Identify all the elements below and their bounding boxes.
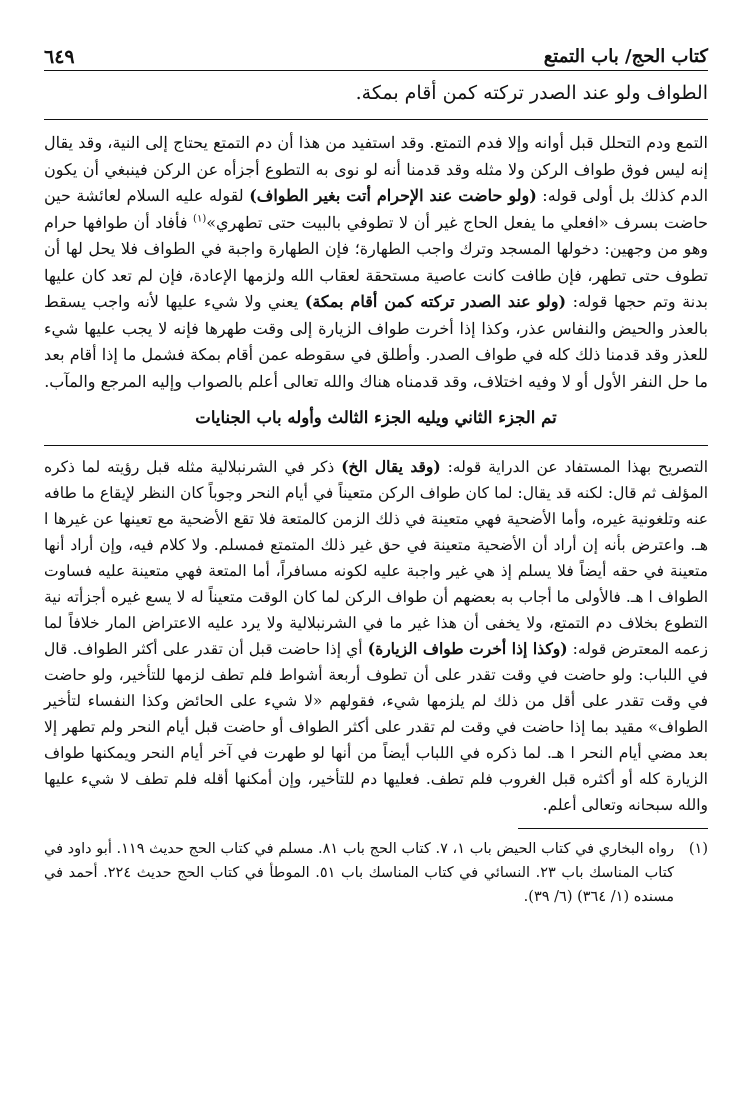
commentary-block: [44, 120, 708, 403]
marginal-note-block: [44, 446, 708, 828]
footnote-number: (١): [688, 841, 708, 857]
note-text: التصريح بهذا المستفاد عن الدراية قوله:: [447, 458, 708, 476]
note-quote: (وقد يقال الخ): [341, 457, 441, 476]
page-number: ٦٤٩: [44, 46, 75, 68]
matn-text: الطواف ولو عند الصدر تركته كمن أقام بمكة.: [355, 82, 708, 104]
footnote-text: رواه البخاري في كتاب الحيض باب ١، ٧. كتاب الحج باب ٨١. مسلم في كتاب الحج حديث ١١٩. أبو داود في كتاب المناسك باب ٢٣. النسائي في كتاب المناسك باب ٥١. الموطأ في كتاب الحج حديث ٢٢٤. أحمد في مسنده (١/ ٣٦٤) (٦/ ٣٩).: [44, 841, 674, 905]
note-text: أي إذا حاضت قبل أن تقدر على أكثر الطواف. قال في اللباب: ولو حاضت في وقت تقدر على أن تطوف أربعة أشواط فلم تطف لزمها للتأخير، ولو حاضت في وقت تقدر على أقل من ذلك لم يلزمها شيء، فقولهم «لا شيء على الحائض وكذا النفساء لتأخير الطواف» مقيد بما إذا حاضت في وقت لم تقدر على أكثر الطواف أو حاضت قبل أيام النحر ولم تطهر إلا بعد مضي أيام النحر ا هـ. لما ذكره في اللباب أيضاً من أنها لو طهرت في آخر أيام النحر ويمكنها طواف الزيارة كله أو أكثره قبل الغروب فلم تطف. فعليها دم للتأخير، وإن أمكنها أقله فلم تطف لا شيء عليها والله سبحانه وتعالى أعلم.: [44, 640, 708, 814]
book-page: [44, 40, 708, 1080]
commentary-text: التمع ودم التحلل قبل أوانه وإلا فدم التمتع. وقد استفيد من هذا أن دم التمتع يحتاج إلى النية، وقد يقال إنه ليس فوق طواف الركن ولا مثله وقد قدمنا أنه لو نوى به التطوع أجزأه عن الركن فينبغي أن يكون الدم كذلك بل أولى قوله:: [44, 133, 709, 205]
running-header: [44, 40, 708, 70]
footnote-marker: (١): [193, 213, 207, 225]
commentary-quote: (ولو حاضت عند الإحرام أتت بغير الطواف): [249, 186, 537, 205]
running-title: كتاب الحج/ باب التمتع: [543, 46, 708, 67]
footnotes: [44, 829, 708, 909]
commentary-quote: (ولو عند الصدر تركته كمن أقام بمكة): [304, 292, 567, 311]
commentary-text: يعني ولا شيء عليها لأنه واجب يسقط بالعذر والحيض والنفاس عذر، وكذا إذا أخرت طواف الزيارة إلى وقت طهرها فإنه لا يجب عليها شيء للعذر وقد قدمنا ذلك كله في طواف الصدر. وأطلق في سقوطه عمن أقام بمكة فشمل ما إذا أقام بعد ما حل النفر الأول أو لا وفيه اختلاف، وقد قدمناه هناك والله تعالى أعلم بالصواب وإليه المرجع والمآب.: [44, 292, 708, 391]
footnote: [44, 837, 708, 909]
note-text: ذكر في الشرنبلالية مثله قبل رؤيته لما ذكره المؤلف ثم قال: لكنه قد يقال: لما كان طواف الركن متعيناً في أيام النحر وجوباً كان النظر لإيقاع ما طافه عنه وتلغونية غيره، وأما الأضحية فهي متعينة في ذلك الزمن كالمتعة فلا تقع الأضحية مع تعينها عن غيرها ا هـ. واعترض بأنه إن أراد أن الأضحية متعينة في حق غير ذلك المتمتع فمسلم. ولا كلام فيه، وإن أراد أنها متعينة في حقه أيضاً فلا يسلم إذ هي غير واجبة عليه لكونه مسافراً، أما المتعة فهي متعينة عليه فساوت الطواف ا هـ. فالأولى ما أجاب به بعضهم أن طواف الركن لما كان الوقت متعيناً له لا يسع غيره أجزأته نية التطوع بخلاف دم التمتع، ولا يخفى أن هذا غير ما في الشرنبلالية ولا يرد عليه الاعتراض المار خلافاً لما زعمه المعترض قوله:: [44, 458, 708, 658]
note-quote: (وكذا إذا أخرت طواف الزيارة): [367, 639, 568, 658]
commentary-text: فأفاد أن طوافها حرام وهو من وجهين: دخولها المسجد وترك واجب الطهارة؛ فإن الطهارة واجبة في الطواف فلا يحل لها أن تطوف حتى تطهر، فإن طافت كانت عاصية مستحقة لعقاب الله ولزمها الإعادة، فإن لم تعد كان عليها بدنة وتم حجها قوله:: [44, 212, 708, 311]
volume-end-note: تم الجزء الثاني ويليه الجزء الثالث وأوله باب الجنايات: [195, 408, 557, 427]
commentary-text: لقوله عليه السلام لعائشة حين حاضت بسرف «افعلي ما يفعل الحاج غير أن لا تطوفي بالبيت حتى تطهري»: [44, 186, 708, 232]
